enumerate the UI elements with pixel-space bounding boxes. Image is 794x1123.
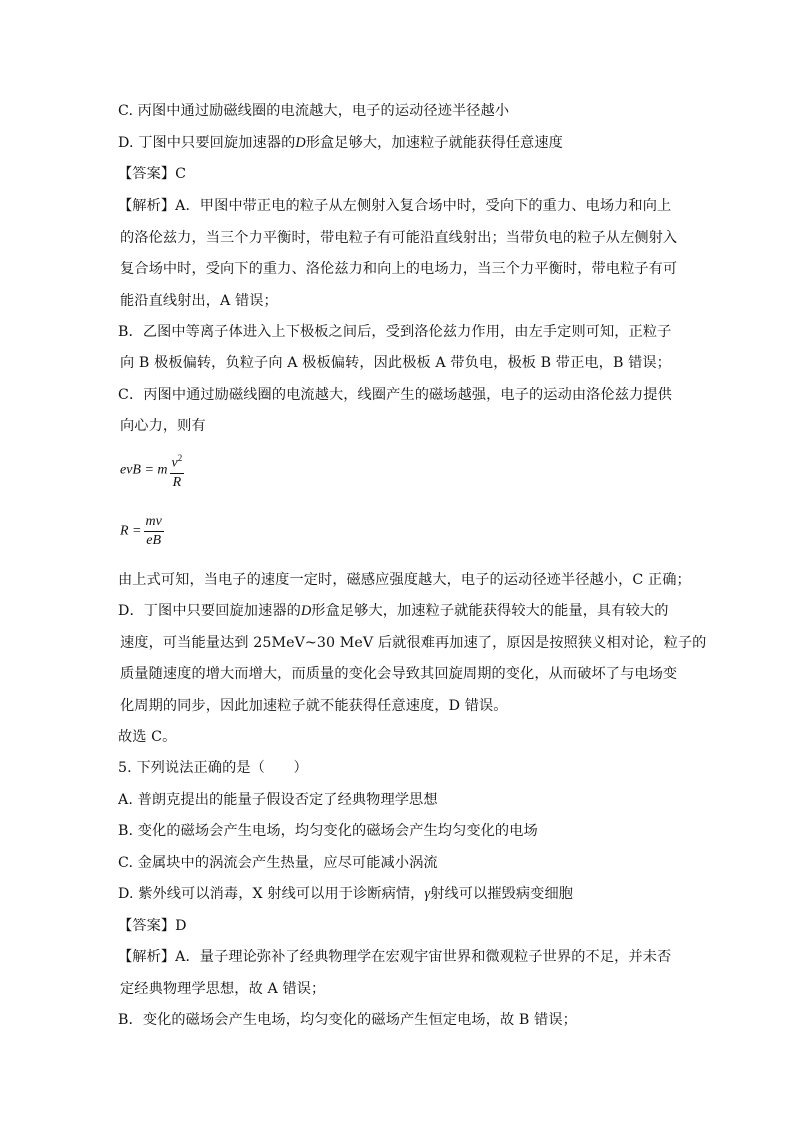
analysis-line: 质量随速度的增大而增大，而质量的变化会导致其回旋周期的变化，从而破坏了与电场变 (120, 666, 678, 682)
question-5-stem: 5. 下列说法正确的是（ ） (118, 760, 308, 776)
analysis-d-text-pre: D．丁图中只要回旋加速器的 (118, 603, 301, 619)
option-d-line (118, 133, 563, 153)
fraction-denominator: R (172, 474, 182, 490)
question-5-option-b: B. 变化的磁场会产生电场，均匀变化的磁场会产生均匀变化的电场 (118, 823, 538, 839)
analysis-line: 定经典物理学思想，故 A 错误； (120, 981, 326, 997)
option-d-text-post: 形盒足够大，加速粒子就能获得任意速度 (305, 135, 563, 151)
exponent: 2 (177, 453, 183, 463)
equation-radius (120, 514, 164, 549)
analysis-line: 化周期的同步，因此加速粒子就不能获得任意速度，D 错误。 (120, 698, 508, 714)
analysis-d-text-post: 形盒足够大，加速粒子就能获得较大的能量，具有较大的 (311, 603, 669, 619)
equation-lhs: evB = m (120, 462, 168, 478)
fraction (170, 450, 185, 491)
option-d5-gamma: γ (424, 886, 431, 902)
numerator-var: v (171, 455, 178, 471)
option-d-variable: D (295, 135, 306, 151)
analysis-line (118, 601, 669, 621)
analysis-line: 【解析】A．量子理论弥补了经典物理学在宏观宇宙世界和微观粒子世界的不足，并未否 (118, 949, 672, 965)
fraction-denominator: eB (146, 533, 162, 548)
equation-lhs: R = (120, 523, 142, 539)
fraction (144, 514, 164, 549)
option-d-text-pre: D. 丁图中只要回旋加速器的 (118, 135, 296, 151)
fraction-numerator (170, 450, 185, 474)
analysis-line: 向 B 极板偏转，负粒子向 A 极板偏转，因此极板 A 带负电，极板 B 带正电，B 错误； (120, 355, 671, 371)
analysis-line: B．乙图中等离子体进入上下极板之间后，受到洛伦兹力作用，由左手定则可知，正粒子 (118, 324, 672, 340)
analysis-line: B．变化的磁场会产生电场，均匀变化的磁场产生恒定电场，故 B 错误； (118, 1012, 577, 1028)
analysis-d-variable: D (300, 603, 312, 619)
question-5-option-c: C. 金属块中的涡流会产生热量，应尽可能减小涡流 (118, 855, 438, 871)
analysis-line: 【解析】A．甲图中带正电的粒子从左侧射入复合场中时，受向下的重力、电场力和向上 (118, 198, 672, 214)
analysis-line: C．丙图中通过励磁线圈的电流越大，线圈产生的磁场越强，电子的运动由洛伦兹力提供 (118, 387, 672, 403)
analysis-line: 能沿直线射出，A 错误； (120, 293, 278, 309)
equation-force-balance (120, 450, 184, 491)
analysis-line: 向心力，则有 (120, 418, 206, 434)
question-5-option-a: A. 普朗克提出的能量子假设否定了经典物理学思想 (118, 792, 438, 808)
question-5-option-d (118, 884, 573, 904)
option-c-line: C. 丙图中通过励磁线圈的电流越大，电子的运动径迹半径越小 (118, 103, 510, 119)
analysis-line: 的洛伦兹力，当三个力平衡时，带电粒子有可能沿直线射出；当带负电的粒子从左侧射入 (120, 230, 678, 246)
analysis-line: 复合场中时，受向下的重力、洛伦兹力和向上的电场力，当三个力平衡时，带电粒子有可 (120, 261, 678, 277)
analysis-line: 速度，可当能量达到 25MeV~30 MeV 后就很难再加速了，原因是按照狭义相对论，粒子的 (120, 635, 707, 651)
option-d5-text-pre: D. 紫外线可以消毒，X 射线可以用于诊断病情， (118, 886, 425, 902)
answer-label: 【答案】D (118, 918, 187, 934)
option-d5-text-post: 射线可以摧毁病变细胞 (430, 886, 574, 902)
analysis-line: 由上式可知，当电子的速度一定时，磁感应强度越大，电子的运动径迹半径越小，C 正确； (118, 572, 691, 588)
conclusion-line: 故选 C。 (118, 729, 177, 745)
answer-label: 【答案】C (118, 166, 187, 182)
fraction-numerator: mv (144, 514, 164, 532)
